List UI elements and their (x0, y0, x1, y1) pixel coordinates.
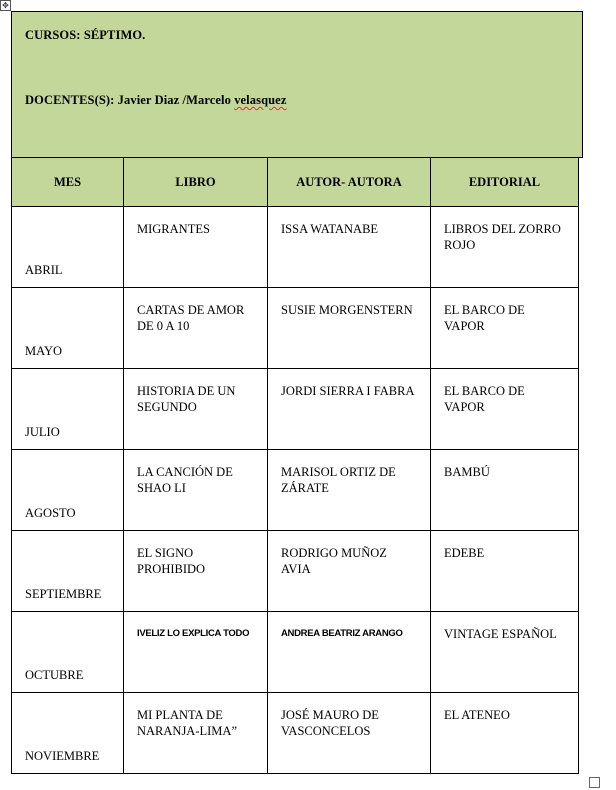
cell-editorial[interactable]: EDEBE (431, 531, 579, 612)
cell-autor[interactable]: JOSÉ MAURO DE VASCONCELOS (268, 693, 431, 774)
cell-editorial[interactable]: EL BARCO DE VAPOR (431, 369, 579, 450)
spellcheck-flagged-word[interactable]: velasquez (234, 93, 287, 107)
cell-editorial[interactable]: BAMBÚ (431, 450, 579, 531)
cursos-line (25, 28, 145, 43)
table-row (12, 207, 579, 288)
cell-autor[interactable]: RODRIGO MUÑOZ AVIA (268, 531, 431, 612)
cell-libro[interactable]: LA CANCIÓN DE SHAO LI (124, 450, 268, 531)
cell-editorial[interactable]: VINTAGE ESPAÑOL (431, 612, 579, 693)
reading-plan-table (11, 157, 579, 774)
cell-editorial[interactable]: LIBROS DEL ZORRO ROJO (431, 207, 579, 288)
cursos-label: CURSOS: (25, 28, 81, 42)
table-row (12, 369, 579, 450)
cell-mes[interactable]: MAYO (12, 288, 124, 369)
cell-editorial[interactable]: EL ATENEO (431, 693, 579, 774)
cell-libro[interactable]: IVELIZ LO EXPLICA TODO (124, 612, 268, 693)
cell-editorial[interactable]: EL BARCO DE VAPOR (431, 288, 579, 369)
table-row (12, 693, 579, 774)
cell-mes[interactable]: OCTUBRE (12, 612, 124, 693)
cell-autor[interactable]: SUSIE MORGENSTERN (268, 288, 431, 369)
cell-mes[interactable]: AGOSTO (12, 450, 124, 531)
cell-autor[interactable]: ISSA WATANABE (268, 207, 431, 288)
docentes-value: Javier Diaz /Marcelo (117, 93, 235, 107)
docentes-label: DOCENTES(S): (25, 93, 115, 107)
cell-mes[interactable]: JULIO (12, 369, 124, 450)
cell-autor[interactable]: ANDREA BEATRIZ ARANGO (268, 612, 431, 693)
column-header-libro: LIBRO (124, 158, 268, 207)
cell-libro[interactable]: MIGRANTES (124, 207, 268, 288)
cell-autor[interactable]: MARISOL ORTIZ DE ZÁRATE (268, 450, 431, 531)
cursos-value: SÉPTIMO. (83, 28, 146, 42)
cell-libro[interactable]: CARTAS DE AMOR DE 0 A 10 (124, 288, 268, 369)
table-resize-handle[interactable] (589, 777, 600, 788)
column-header-autor: AUTOR- AUTORA (268, 158, 431, 207)
docentes-line (25, 93, 286, 108)
cell-autor[interactable]: JORDI SIERRA I FABRA (268, 369, 431, 450)
column-header-mes: MES (12, 158, 124, 207)
cell-libro[interactable]: EL SIGNO PROHIBIDO (124, 531, 268, 612)
cell-mes[interactable]: SEPTIEMBRE (12, 531, 124, 612)
table-row (12, 612, 579, 693)
table-row (12, 531, 579, 612)
course-info-header (11, 11, 583, 158)
table-row (12, 450, 579, 531)
cell-libro[interactable]: MI PLANTA DE NARANJA-LIMA” (124, 693, 268, 774)
table-header-row (12, 158, 579, 207)
table-move-handle-icon[interactable]: ✥ (0, 0, 11, 11)
cell-mes[interactable]: ABRIL (12, 207, 124, 288)
cell-libro[interactable]: HISTORIA DE UN SEGUNDO (124, 369, 268, 450)
cell-mes[interactable]: NOVIEMBRE (12, 693, 124, 774)
column-header-editorial: EDITORIAL (431, 158, 579, 207)
table-row (12, 288, 579, 369)
